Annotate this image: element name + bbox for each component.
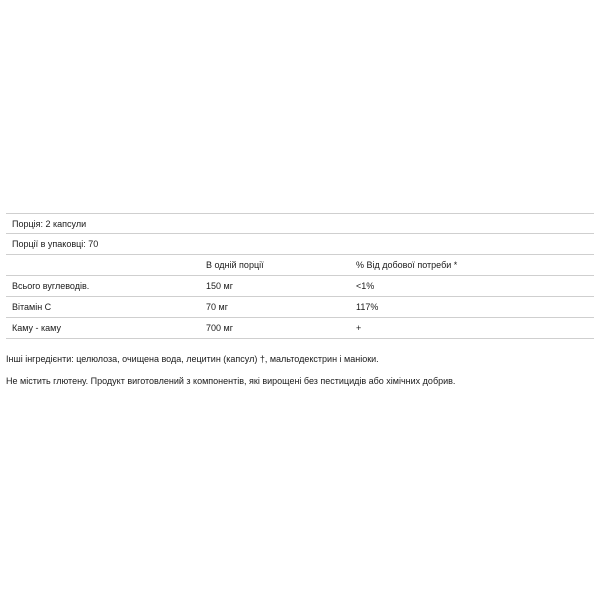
nutrient-daily-value: + (356, 323, 362, 333)
supplement-facts-table (6, 213, 594, 339)
nutrient-row (6, 318, 594, 339)
serving-size-row (6, 213, 594, 234)
daily-value-header: % Від добової потреби * (356, 260, 458, 270)
nutrient-name: Вітамін C (12, 302, 52, 312)
serving-size: Порція: 2 капсули (12, 219, 87, 229)
disclaimer-text: Не містить глютену. Продукт виготовлений з компонентів, які вирощені без пестицидів або хімічних добрив. (6, 376, 456, 386)
nutrient-name: Всього вуглеводів. (12, 281, 90, 291)
servings-per-container: Порції в упаковці: 70 (12, 239, 99, 249)
other-ingredients-text: Інші інгредієнти: целюлоза, очищена вода, лецитин (капсул) †, мальтодекстрин і маніоки. (6, 354, 379, 364)
nutrient-row (6, 276, 594, 297)
servings-per-container-row (6, 234, 594, 255)
per-serving-header: В одній порції (206, 260, 264, 270)
nutrient-amount: 150 мг (206, 281, 233, 291)
nutrient-row (6, 297, 594, 318)
nutrient-daily-value: <1% (356, 281, 375, 291)
column-header-row (6, 255, 594, 276)
nutrient-amount: 700 мг (206, 323, 233, 333)
nutrient-name: Каму - каму (12, 323, 61, 333)
nutrient-daily-value: 117% (356, 302, 379, 312)
nutrient-amount: 70 мг (206, 302, 228, 312)
